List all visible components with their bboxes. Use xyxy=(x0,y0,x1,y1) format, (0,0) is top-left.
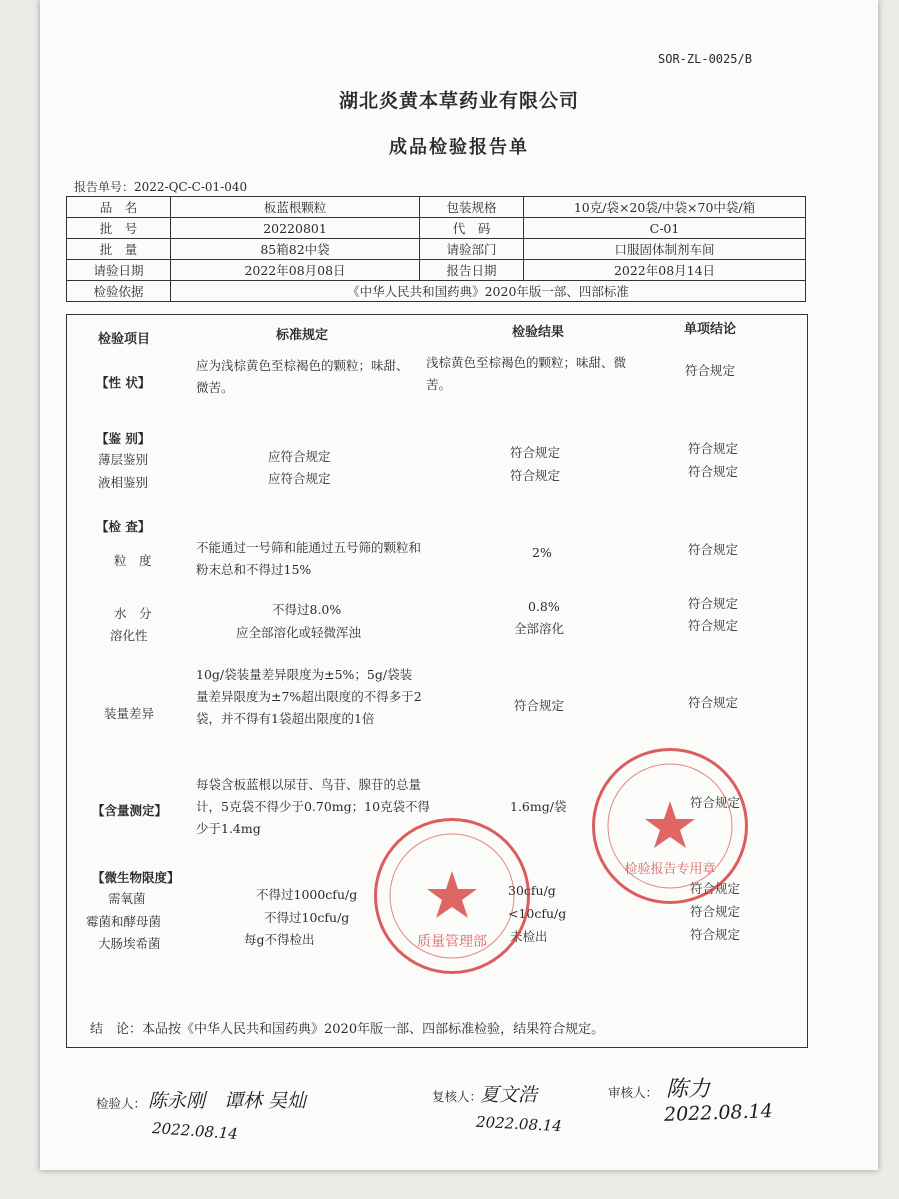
batch-label: 批 号 xyxy=(67,218,171,239)
svg-text:检验报告专用章: 检验报告专用章 xyxy=(624,862,716,877)
assay-standard: 每袋含板蓝根以尿苷、鸟苷、腺苷的总量计，5克袋不得少于0.70mg；10克袋不得少于1.4mg xyxy=(196,777,431,836)
solubility-result: 全部溶化 xyxy=(514,621,565,636)
qc-report-seal xyxy=(592,748,748,904)
quantity-label: 批 量 xyxy=(67,239,171,260)
moisture-result: 0.8% xyxy=(528,599,560,614)
product-name: 板蓝根颗粒 xyxy=(171,197,420,218)
traits-heading: 【性 状】 xyxy=(96,375,151,390)
micro-verdict: 符合规定 xyxy=(690,904,741,919)
spec-label: 包装规格 xyxy=(420,197,524,218)
solubility-verdict: 符合规定 xyxy=(688,618,739,633)
approver-signature: 陈力 xyxy=(666,1077,711,1102)
granularity-verdict: 符合规定 xyxy=(688,542,739,557)
identify-result: 符合规定 xyxy=(510,468,561,483)
fill-item: 装量差异 xyxy=(104,706,155,721)
micro-verdict: 符合规定 xyxy=(690,881,741,896)
micro-result: 30cfu/g xyxy=(508,883,556,898)
request-date-label: 请验日期 xyxy=(67,260,171,281)
report-sheet xyxy=(40,0,878,1170)
identify-result: 符合规定 xyxy=(510,445,561,460)
granularity-standard: 不能通过一号筛和能通过五号筛的颗粒和粉末总和不得过15% xyxy=(196,540,422,577)
identify-item: 液相鉴别 xyxy=(98,475,149,490)
request-department: 口服固体制剂车间 xyxy=(524,239,806,260)
assay-verdict: 符合规定 xyxy=(690,795,741,810)
reviewer-date: 2022.08.14 xyxy=(475,1112,563,1136)
report-number: 报告单号：2022-QC-C-01-040 xyxy=(74,180,248,194)
header-table xyxy=(66,196,806,302)
identify-verdict: 符合规定 xyxy=(688,464,739,479)
solubility-item: 溶化性 xyxy=(110,628,148,643)
approver-label: 审核人： xyxy=(608,1085,659,1100)
reviewer-label: 复核人： xyxy=(432,1089,483,1104)
identify-verdict: 符合规定 xyxy=(688,441,739,456)
micro-standard: 不得过10cfu/g xyxy=(264,910,350,925)
assay-heading: 【含量测定】 xyxy=(92,803,168,818)
fill-result: 符合规定 xyxy=(514,698,565,713)
identify-standard: 应符合规定 xyxy=(268,449,331,464)
product-code: C-01 xyxy=(524,218,806,239)
micro-result: <10cfu/g xyxy=(508,906,567,921)
traits-standard: 应为浅棕黄色至棕褐色的颗粒；味甜、微苦。 xyxy=(196,358,409,395)
product-label: 品 名 xyxy=(67,197,171,218)
fill-verdict: 符合规定 xyxy=(688,695,739,710)
basis-label: 检验依据 xyxy=(67,281,171,302)
micro-standard: 不得过1000cfu/g xyxy=(256,887,358,902)
traits-result: 浅棕黄色至棕褐色的颗粒；味甜、微苦。 xyxy=(426,355,627,392)
fill-standard: 10g/袋装量差异限度为±5%；5g/袋装量差异限度为±7%超出限度的不得多于2袋，并不得有1袋超出限度的1倍 xyxy=(196,667,422,726)
moisture-standard: 不得过8.0% xyxy=(272,602,342,617)
report-date: 2022年08月14日 xyxy=(524,260,806,281)
document-title: 成品检验报告单 xyxy=(389,137,529,158)
inspection-basis: 《中华人民共和国药典》2020年版一部、四部标准 xyxy=(171,281,806,302)
request-date: 2022年08月08日 xyxy=(171,260,420,281)
col-standard-header: 标准规定 xyxy=(276,328,329,343)
qa-department-seal xyxy=(374,818,530,974)
col-item-header: 检验项目 xyxy=(98,332,151,347)
package-spec: 10克/袋×20袋/中袋×70中袋/箱 xyxy=(524,197,806,218)
dept-label: 请验部门 xyxy=(420,239,524,260)
micro-item: 需氧菌 xyxy=(108,891,146,906)
document-code: SOR-ZL-0025/B xyxy=(658,52,752,66)
micro-item: 霉菌和酵母菌 xyxy=(86,914,162,929)
col-result-header: 检验结果 xyxy=(512,325,565,340)
batch-number: 20220801 xyxy=(171,218,420,239)
granularity-item: 粒 度 xyxy=(114,553,152,568)
seal-star-icon xyxy=(595,751,745,901)
solubility-standard: 应全部溶化或轻微浑浊 xyxy=(236,625,362,640)
inspector-label: 检验人： xyxy=(96,1096,147,1111)
micro-result: 未检出 xyxy=(510,929,548,944)
col-verdict-header: 单项结论 xyxy=(684,322,737,337)
svg-text:质量管理部: 质量管理部 xyxy=(417,934,487,950)
micro-heading: 【微生物限度】 xyxy=(92,870,180,885)
seal-star-icon xyxy=(377,821,527,971)
identify-heading: 【鉴 别】 xyxy=(96,431,151,446)
report-date-label: 报告日期 xyxy=(420,260,524,281)
reviewer-signature: 夏文浩 xyxy=(480,1084,538,1106)
batch-quantity: 85箱82中袋 xyxy=(171,239,420,260)
inspector-date: 2022.08.14 xyxy=(151,1119,239,1143)
identify-item: 薄层鉴别 xyxy=(98,452,149,467)
company-name: 湖北炎黄本草药业有限公司 xyxy=(338,90,579,112)
identify-standard: 应符合规定 xyxy=(268,471,331,486)
code-label: 代 码 xyxy=(420,218,524,239)
micro-standard: 每g不得检出 xyxy=(244,932,315,947)
moisture-verdict: 符合规定 xyxy=(688,596,739,611)
granularity-result: 2% xyxy=(532,545,552,560)
conclusion-text: 结 论：本品按《中华人民共和国药典》2020年版一部、四部标准检验，结果符合规定。 xyxy=(90,1022,605,1037)
check-heading: 【检 查】 xyxy=(96,519,151,534)
inspector-signature: 陈永刚 谭林 吴灿 xyxy=(148,1090,307,1112)
traits-verdict: 符合规定 xyxy=(685,363,736,378)
moisture-item: 水 分 xyxy=(114,606,152,621)
micro-verdict: 符合规定 xyxy=(690,927,741,942)
micro-item: 大肠埃希菌 xyxy=(98,936,161,951)
approver-date: 2022.08.14 xyxy=(663,1100,774,1126)
assay-result: 1.6mg/袋 xyxy=(510,799,567,814)
